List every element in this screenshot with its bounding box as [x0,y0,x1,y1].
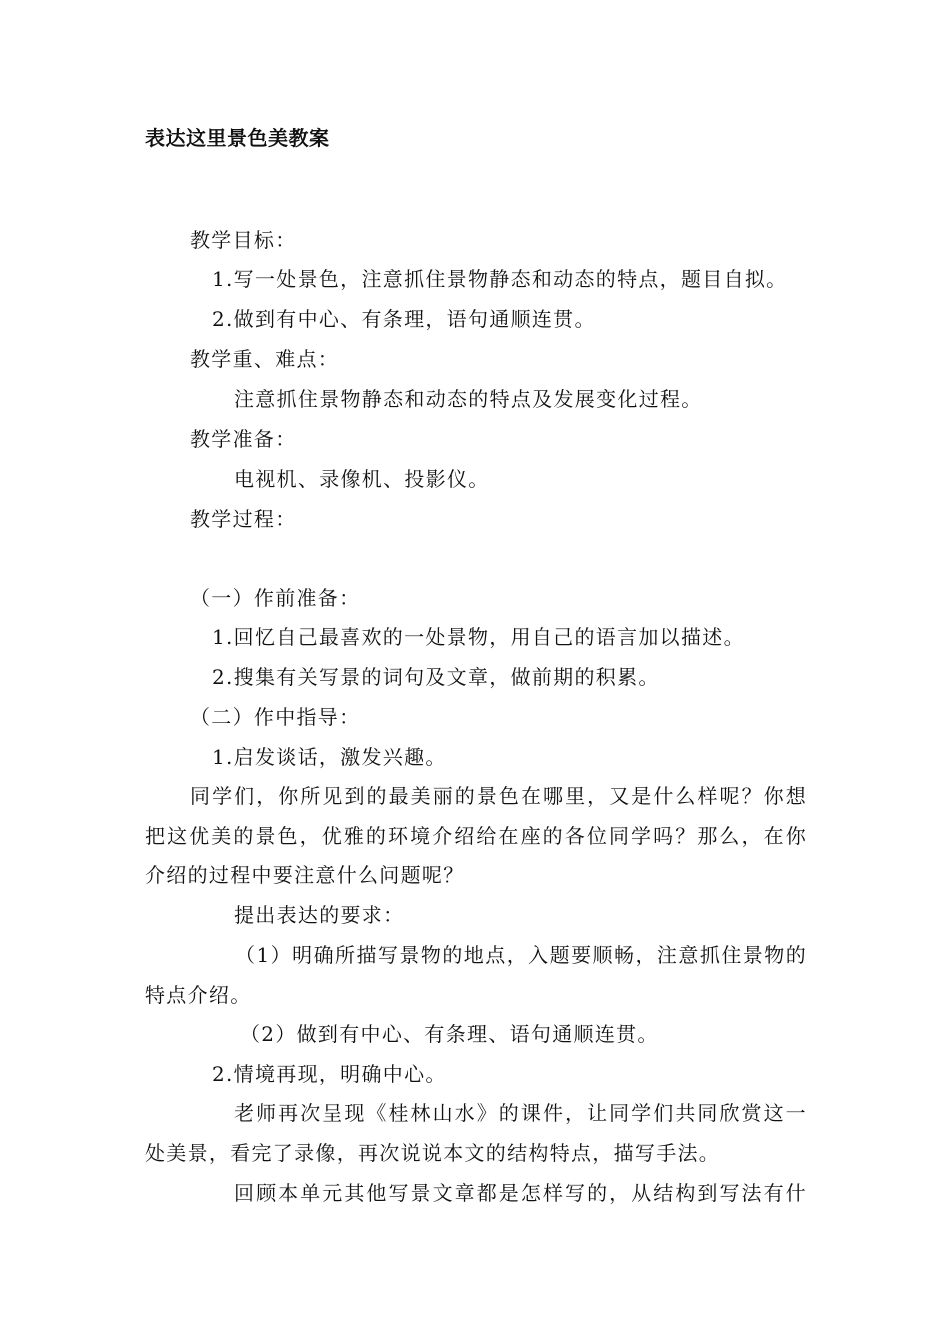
text-line: （二）作中指导： [190,705,361,729]
text-line: 教学目标： [190,228,297,252]
text-line: （一）作前准备： [190,586,361,610]
text-line: 电视机、录像机、投影仪。 [234,467,490,491]
text-line: 特点介绍。 [145,983,252,1007]
text-line: 2.做到有中心、有条理，语句通顺连贯。 [212,307,596,331]
text-line: （1）明确所描写景物的地点，入题要顺畅，注意抓住景物的 [235,943,807,967]
text-line: 教学过程： [190,507,297,531]
text-line: 1.回忆自己最喜欢的一处景物，用自己的语言加以描述。 [212,625,745,649]
text-line: 注意抓住景物静态和动态的特点及发展变化过程。 [234,387,703,411]
text-line: 2.搜集有关写景的词句及文章，做前期的积累。 [212,665,660,689]
text-line: 教学重、难点： [190,347,340,371]
text-line: （2）做到有中心、有条理、语句通顺连贯。 [240,1022,659,1046]
text-line: 2.情境再现，明确中心。 [212,1062,447,1086]
text-line: 处美景，看完了录像，再次说说本文的结构特点，描写手法。 [145,1141,721,1165]
text-line: 同学们，你所见到的最美丽的景色在哪里，又是什么样呢？你想 [190,784,807,808]
text-line: 1.启发谈话，激发兴趣。 [212,745,447,769]
text-line: 1.写一处景色，注意抓住景物静态和动态的特点，题目自拟。 [212,267,788,291]
text-line: 把这优美的景色，优雅的环境介绍给在座的各位同学吗？那么，在你 [145,824,807,848]
document-title: 表达这里景色美教案 [145,126,330,150]
text-line: 介绍的过程中要注意什么问题呢？ [145,863,465,887]
text-line: 老师再次呈现《桂林山水》的课件，让同学们共同欣赏这一 [234,1101,807,1125]
text-line: 教学准备： [190,427,297,451]
text-line: 提出表达的要求： [234,903,405,927]
text-line: 回顾本单元其他写景文章都是怎样写的，从结构到写法有什 [234,1181,807,1205]
